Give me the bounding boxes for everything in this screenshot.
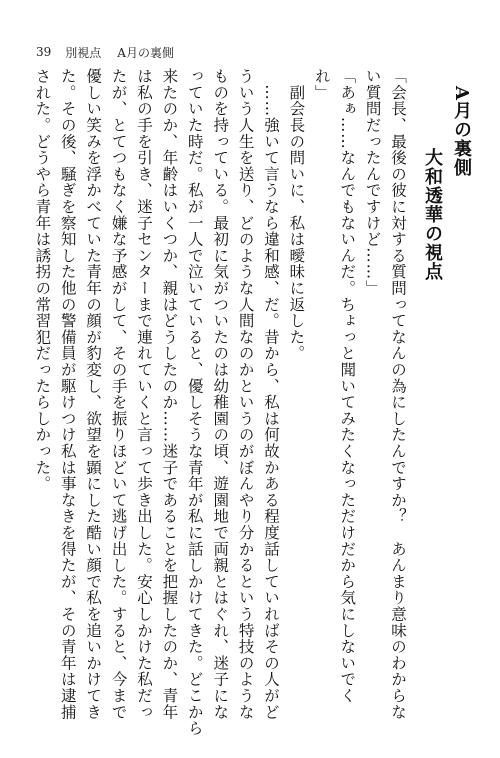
running-head [36,44,174,60]
text-line-2: い質問だったんですけど……」 [363,68,382,297]
text-line-15: された。どうやら青年は誘拐の常習犯だったらしかった。 [33,68,52,492]
header-title: A月の裏側 [117,45,174,60]
page-number: 39 [36,45,52,59]
text-line-4: れ」 [312,68,331,101]
text-line-12: たが、とてつもなく嫌な予感がして、その手を振りほどいて逃げ出した。すると、今まで [109,68,128,720]
chapter-subtitle: 大和透華の視点 [421,148,443,281]
vertical-text-area [24,68,474,737]
section-label: 別視点 [65,45,102,60]
text-line-13: 優しい笑みを浮かべていた青年の顔が豹変し、欲望を顕にした酷い顔で私を追いかけてき [84,68,103,720]
chapter-title: A月の裏側 [451,86,472,177]
text-line-10: 来たのか、年齢はいくつか、親はどうしたのか……迷子であることを把握したのか、青年 [160,68,179,720]
text-line-11: は私の手を引き、迷子センターまで連れていくと言って歩き出した。安心しかけた私だっ [134,68,153,720]
text-line-3: 「あぁ……なんでもないんだ。ちょっと聞いてみたくなっただけだから気にしないでく [338,68,357,704]
text-line-7: ういう人生を送り、どのような人間なのかというのがぼんやり分かるという特技のような [236,68,255,720]
spacer [405,68,414,678]
text-line-14: た。その後、騒ぎを察知した他の警備員が駆けつけ私は事なきを得たが、その青年は逮捕 [58,68,77,720]
text-line-6: ……強いて言うなら違和感、だ。昔から、私は何故かある程度話していればその人がど [262,68,281,720]
text-line-9: っていた時だ。私が一人で泣いていると、優しそうな青年が私に話しかけてきた。どこから [185,68,204,737]
text-line-8: ものを持っている。最初に気がついたのは幼稚園の頃、遊園地で両親とはぐれ、迷子にな [211,68,230,720]
text-line-1: 「会長、最後の彼に対する質問ってなんの為にしたんですか？ あんまり意味のわからな [389,68,408,720]
text-line-5: 副会長の問いに、私は曖昧に返した。 [287,68,306,362]
